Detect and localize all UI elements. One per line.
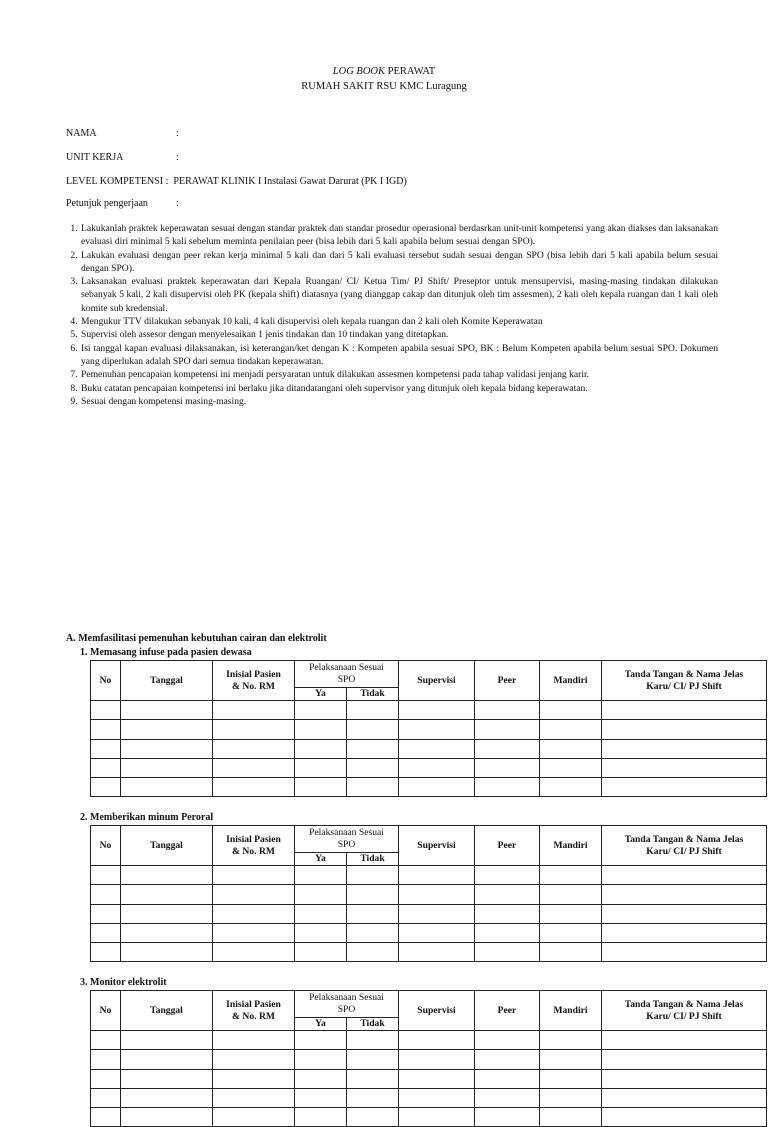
header-supervisi: Supervisi — [399, 991, 475, 1031]
table-cell[interactable] — [213, 885, 295, 904]
table-cell[interactable] — [475, 778, 540, 797]
instruction-item: 6. Isi tanggal kapan evaluasi dilaksanakan, isi keterangan/ket dengan K : Kompeten apabila sesuai SPO, BK : Belum Kompeten apabila belum sesuai SPO. Dokumen yang diperlukan adalah SPO dari semua tindakan keperawatan. — [80, 342, 718, 369]
unit-colon: : — [176, 152, 179, 163]
table-cell[interactable] — [602, 1069, 767, 1088]
header-inisial-pasien — [213, 826, 295, 866]
table-cell[interactable] — [602, 1031, 767, 1050]
level-value: PERAWAT KLINIK I Instalasi Gawat Darurat (PK I IGD) — [173, 176, 407, 187]
table-cell[interactable] — [213, 720, 295, 739]
table-cell[interactable] — [602, 720, 767, 739]
table-cell[interactable] — [475, 720, 540, 739]
table-cell[interactable] — [121, 720, 213, 739]
table-header-row — [91, 991, 767, 1018]
header-tanda-tangan — [602, 661, 767, 701]
table-cell[interactable] — [399, 739, 475, 758]
table-row — [91, 885, 767, 904]
table-cell[interactable] — [399, 720, 475, 739]
field-unit-kerja — [66, 152, 188, 163]
header-pelaksanaan — [295, 826, 399, 853]
table-row — [91, 943, 767, 962]
table-cell[interactable] — [399, 1088, 475, 1107]
subsection-heading: 2. Memberikan minum Peroral — [80, 812, 214, 823]
table-cell[interactable] — [295, 943, 347, 962]
table-cell[interactable] — [399, 866, 475, 885]
header-pelaksanaan-line2: SPO — [337, 1004, 356, 1015]
table-cell[interactable] — [121, 1088, 213, 1107]
table-cell[interactable] — [121, 943, 213, 962]
table-cell[interactable] — [399, 758, 475, 777]
table-cell[interactable] — [121, 866, 213, 885]
table-cell[interactable] — [602, 778, 767, 797]
table-cell[interactable] — [347, 778, 399, 797]
header-inisial-pasien — [213, 991, 295, 1031]
header-tanda-tangan — [602, 826, 767, 866]
table-cell[interactable] — [91, 885, 121, 904]
table-cell[interactable] — [121, 778, 213, 797]
table-cell[interactable] — [399, 1031, 475, 1050]
table-cell[interactable] — [602, 866, 767, 885]
header-tanda-tangan — [602, 991, 767, 1031]
table-cell[interactable] — [213, 701, 295, 720]
table-cell[interactable] — [540, 943, 602, 962]
table-cell[interactable] — [91, 758, 121, 777]
header-ya: Ya — [295, 853, 347, 866]
table-cell[interactable] — [540, 885, 602, 904]
table-cell[interactable] — [295, 885, 347, 904]
table-cell[interactable] — [347, 1088, 399, 1107]
header-mandiri: Mandiri — [540, 991, 602, 1031]
table-cell[interactable] — [213, 904, 295, 923]
header-inisial-line1: Inisial Pasien — [226, 833, 281, 845]
table-cell[interactable] — [347, 720, 399, 739]
unit-label: UNIT KERJA — [66, 152, 124, 163]
table-cell[interactable] — [347, 1050, 399, 1069]
document-title — [0, 66, 768, 77]
header-no: No — [91, 661, 121, 701]
nama-label: NAMA — [66, 128, 97, 139]
header-inisial-line2: & No. RM — [232, 680, 275, 692]
table-cell[interactable] — [399, 885, 475, 904]
table-cell[interactable] — [475, 1088, 540, 1107]
table-cell[interactable] — [213, 923, 295, 942]
table-cell[interactable] — [540, 904, 602, 923]
table-row — [91, 1050, 767, 1069]
table-cell[interactable] — [295, 778, 347, 797]
header-inisial-line2: & No. RM — [232, 1010, 275, 1022]
header-inisial-line1: Inisial Pasien — [226, 668, 281, 680]
instruction-item: 4. Mengukur TTV dilakukan sebanyak 10 kali, 4 kali disupervisi oleh kepala ruangan dan 2 kali oleh Komite Keperawatan — [80, 315, 718, 328]
header-no: No — [91, 991, 121, 1031]
table-cell[interactable] — [213, 1050, 295, 1069]
table-cell[interactable] — [295, 1088, 347, 1107]
table-cell[interactable] — [213, 1031, 295, 1050]
table-cell[interactable] — [602, 904, 767, 923]
table-cell[interactable] — [602, 1108, 767, 1127]
table-cell[interactable] — [91, 866, 121, 885]
table-cell[interactable] — [540, 778, 602, 797]
table-cell[interactable] — [295, 866, 347, 885]
table-cell[interactable] — [121, 1108, 213, 1127]
log-table-minum-peroral — [90, 825, 767, 962]
table-cell[interactable] — [475, 701, 540, 720]
table-cell[interactable] — [347, 701, 399, 720]
table-cell[interactable] — [475, 758, 540, 777]
instruction-item: 3. Laksanakan evaluasi praktek keperawatan dari Kepala Ruangan/ CI/ Ketua Tim/ PJ Shift/ Preseptor untuk mensupervisi, masing-masing tindakan dilakukan sebanyak 5 kali, 2 kali disupervisi oleh PK (kepala shift) diatasnya (yang dianggap cakap dan ditunjuk oleh tim assesmen), 2 kali oleh kepala ruangan dan 1 kali oleh komite sub kredensial. — [80, 275, 718, 315]
table-row — [91, 758, 767, 777]
table-cell[interactable] — [91, 923, 121, 942]
table-cell[interactable] — [475, 866, 540, 885]
table-cell[interactable] — [399, 1108, 475, 1127]
table-cell[interactable] — [295, 923, 347, 942]
header-ttd-line2: Karu/ CI/ PJ Shift — [646, 1010, 722, 1022]
table-row — [91, 1069, 767, 1088]
title-rest: PERAWAT — [385, 66, 436, 77]
header-mandiri: Mandiri — [540, 826, 602, 866]
hospital-name: RUMAH SAKIT RSU KMC Luragung — [301, 81, 467, 92]
instruction-item: 9. Sesuai dengan kompetensi masing-masing. — [80, 395, 718, 408]
table-cell[interactable] — [602, 885, 767, 904]
header-pelaksanaan-line1: Pelaksanaan Sesuai — [309, 827, 384, 838]
table-cell[interactable] — [213, 778, 295, 797]
field-petunjuk — [66, 198, 188, 209]
header-supervisi: Supervisi — [399, 826, 475, 866]
instruction-item: 5. Supervisi oleh assesor dengan menyelesaikan 1 jenis tindakan dan 10 tindakan yang ditetapkan. — [80, 328, 718, 341]
header-no: No — [91, 826, 121, 866]
table-cell[interactable] — [91, 1031, 121, 1050]
table-cell[interactable] — [295, 1108, 347, 1127]
instruction-item: 1. Lakukanlah praktek keperawatan sesuai dengan standar praktek dan standar prosedur operasional berdasrkan unit-unit kompetensi yang akan diakses dan laksanakan evaluasi diri minimal 5 kali sebelum meminta penilaian peer (bisa lebih dari 5 kali apabila belum sesuai dengan SPO). — [80, 222, 718, 249]
table-cell[interactable] — [91, 1088, 121, 1107]
table-cell[interactable] — [347, 866, 399, 885]
header-pelaksanaan-line1: Pelaksanaan Sesuai — [309, 662, 384, 673]
table-cell[interactable] — [347, 1069, 399, 1088]
table-cell[interactable] — [475, 923, 540, 942]
table-cell[interactable] — [399, 943, 475, 962]
table-cell[interactable] — [399, 1069, 475, 1088]
table-row — [91, 1108, 767, 1127]
header-ttd-line1: Tanda Tangan & Nama Jelas — [624, 833, 744, 845]
table-cell[interactable] — [540, 1031, 602, 1050]
table-cell[interactable] — [121, 1069, 213, 1088]
table-cell[interactable] — [602, 701, 767, 720]
header-peer: Peer — [475, 661, 540, 701]
table-cell[interactable] — [475, 1108, 540, 1127]
log-table-monitor-elektrolit — [90, 990, 767, 1127]
table-cell[interactable] — [347, 758, 399, 777]
table-cell[interactable] — [213, 1088, 295, 1107]
petunjuk-colon: : — [176, 198, 179, 209]
section-a-heading: A. Memfasilitasi pemenuhan kebutuhan cairan dan elektrolit — [66, 633, 327, 644]
table-cell[interactable] — [540, 1069, 602, 1088]
table-cell[interactable] — [399, 1050, 475, 1069]
header-tanggal: Tanggal — [121, 991, 213, 1031]
header-inisial-pasien — [213, 661, 295, 701]
table-cell[interactable] — [347, 885, 399, 904]
table-cell[interactable] — [540, 701, 602, 720]
table-cell[interactable] — [475, 885, 540, 904]
table-cell[interactable] — [399, 904, 475, 923]
petunjuk-label: Petunjuk pengerjaan — [66, 198, 148, 209]
table-cell[interactable] — [475, 1069, 540, 1088]
table-cell[interactable] — [475, 904, 540, 923]
table-row — [91, 923, 767, 942]
table-cell[interactable] — [540, 866, 602, 885]
log-table-infuse — [90, 660, 767, 797]
table-row — [91, 1088, 767, 1107]
table-cell[interactable] — [540, 1088, 602, 1107]
table-cell[interactable] — [475, 739, 540, 758]
table-cell[interactable] — [121, 904, 213, 923]
table-cell[interactable] — [347, 1108, 399, 1127]
table-cell[interactable] — [540, 758, 602, 777]
table-cell[interactable] — [121, 701, 213, 720]
header-mandiri: Mandiri — [540, 661, 602, 701]
table-cell[interactable] — [213, 1069, 295, 1088]
field-nama — [66, 128, 188, 139]
table-cell[interactable] — [399, 778, 475, 797]
header-ttd-line2: Karu/ CI/ PJ Shift — [646, 680, 722, 692]
table-cell[interactable] — [91, 739, 121, 758]
table-cell[interactable] — [602, 758, 767, 777]
table-cell[interactable] — [295, 904, 347, 923]
header-inisial-line1: Inisial Pasien — [226, 998, 281, 1010]
table-cell[interactable] — [295, 1031, 347, 1050]
table-cell[interactable] — [540, 1108, 602, 1127]
table-cell[interactable] — [399, 701, 475, 720]
header-ya: Ya — [295, 1018, 347, 1031]
table-row — [91, 778, 767, 797]
header-tidak: Tidak — [347, 1018, 399, 1031]
table-cell[interactable] — [213, 866, 295, 885]
table-row — [91, 739, 767, 758]
table-cell[interactable] — [295, 758, 347, 777]
table-cell[interactable] — [475, 943, 540, 962]
table-cell[interactable] — [91, 943, 121, 962]
instruction-item: 7. Pemenuhan pencapaian kompetensi ini menjadi persyaratan untuk dilakukan assesmen kompetensi pada tahap validasi jenjang karir. — [80, 368, 718, 381]
subsection-heading: 3. Monitor elektrolit — [80, 977, 167, 988]
instruction-item: 2. Lakukan evaluasi dengan peer rekan kerja minimal 5 kali dan dari 5 kali evaluasi tersebut sudah sesuai dengan SPO (bisa lebih dari 5 kali apabila belum sesuai dengan SPO). — [80, 249, 718, 276]
table-cell[interactable] — [91, 778, 121, 797]
level-label: LEVEL KOMPETENSI : — [66, 176, 169, 187]
header-supervisi: Supervisi — [399, 661, 475, 701]
header-ttd-line1: Tanda Tangan & Nama Jelas — [624, 668, 744, 680]
table-cell[interactable] — [295, 701, 347, 720]
header-peer: Peer — [475, 991, 540, 1031]
table-cell[interactable] — [91, 701, 121, 720]
table-cell[interactable] — [540, 739, 602, 758]
header-pelaksanaan — [295, 661, 399, 688]
table-cell[interactable] — [540, 1050, 602, 1069]
header-pelaksanaan-line2: SPO — [337, 674, 356, 685]
table-cell[interactable] — [213, 943, 295, 962]
header-pelaksanaan-line1: Pelaksanaan Sesuai — [309, 992, 384, 1003]
header-tanggal: Tanggal — [121, 661, 213, 701]
table-cell[interactable] — [295, 739, 347, 758]
table-cell[interactable] — [602, 1050, 767, 1069]
table-cell[interactable] — [121, 885, 213, 904]
table-cell[interactable] — [295, 1069, 347, 1088]
table-cell[interactable] — [602, 943, 767, 962]
header-tidak: Tidak — [347, 853, 399, 866]
table-cell[interactable] — [540, 720, 602, 739]
table-row — [91, 866, 767, 885]
field-level-kompetensi — [66, 176, 407, 187]
table-header-row — [91, 661, 767, 688]
table-cell[interactable] — [213, 758, 295, 777]
table-cell[interactable] — [475, 1031, 540, 1050]
instruction-item: 8. Buku catatan pencapaian kompetensi ini berlaku jika ditandatangani oleh supervisor yang ditunjuk oleh kepala bidang keperawatan. — [80, 382, 718, 395]
header-ttd-line2: Karu/ CI/ PJ Shift — [646, 845, 722, 857]
table-cell[interactable] — [399, 923, 475, 942]
table-cell[interactable] — [347, 1031, 399, 1050]
table-cell[interactable] — [347, 943, 399, 962]
table-cell[interactable] — [121, 923, 213, 942]
table-row — [91, 720, 767, 739]
instruction-list — [66, 222, 718, 408]
table-cell[interactable] — [121, 1050, 213, 1069]
header-pelaksanaan — [295, 991, 399, 1018]
header-pelaksanaan-line2: SPO — [337, 839, 356, 850]
header-ttd-line1: Tanda Tangan & Nama Jelas — [624, 998, 744, 1010]
table-cell[interactable] — [475, 1050, 540, 1069]
table-cell[interactable] — [91, 1069, 121, 1088]
header-inisial-line2: & No. RM — [232, 845, 275, 857]
header-tidak: Tidak — [347, 688, 399, 701]
table-cell[interactable] — [295, 720, 347, 739]
table-cell[interactable] — [295, 1050, 347, 1069]
table-row — [91, 1031, 767, 1050]
table-cell[interactable] — [91, 720, 121, 739]
table-cell[interactable] — [602, 1088, 767, 1107]
table-header-row — [91, 826, 767, 853]
header-peer: Peer — [475, 826, 540, 866]
title-italic: LOG BOOK — [332, 66, 385, 77]
header-ya: Ya — [295, 688, 347, 701]
table-cell[interactable] — [91, 904, 121, 923]
table-cell[interactable] — [347, 904, 399, 923]
table-cell[interactable] — [121, 739, 213, 758]
table-cell[interactable] — [121, 1031, 213, 1050]
table-cell[interactable] — [121, 758, 213, 777]
subsection-heading: 1. Memasang infuse pada pasien dewasa — [80, 647, 252, 658]
table-cell[interactable] — [347, 923, 399, 942]
header-tanggal: Tanggal — [121, 826, 213, 866]
table-cell[interactable] — [602, 923, 767, 942]
table-cell[interactable] — [213, 739, 295, 758]
table-cell[interactable] — [540, 923, 602, 942]
table-cell[interactable] — [602, 739, 767, 758]
table-cell[interactable] — [213, 1108, 295, 1127]
table-cell[interactable] — [91, 1108, 121, 1127]
nama-colon: : — [176, 128, 179, 139]
table-row — [91, 904, 767, 923]
table-cell[interactable] — [347, 739, 399, 758]
table-cell[interactable] — [91, 1050, 121, 1069]
table-row — [91, 701, 767, 720]
